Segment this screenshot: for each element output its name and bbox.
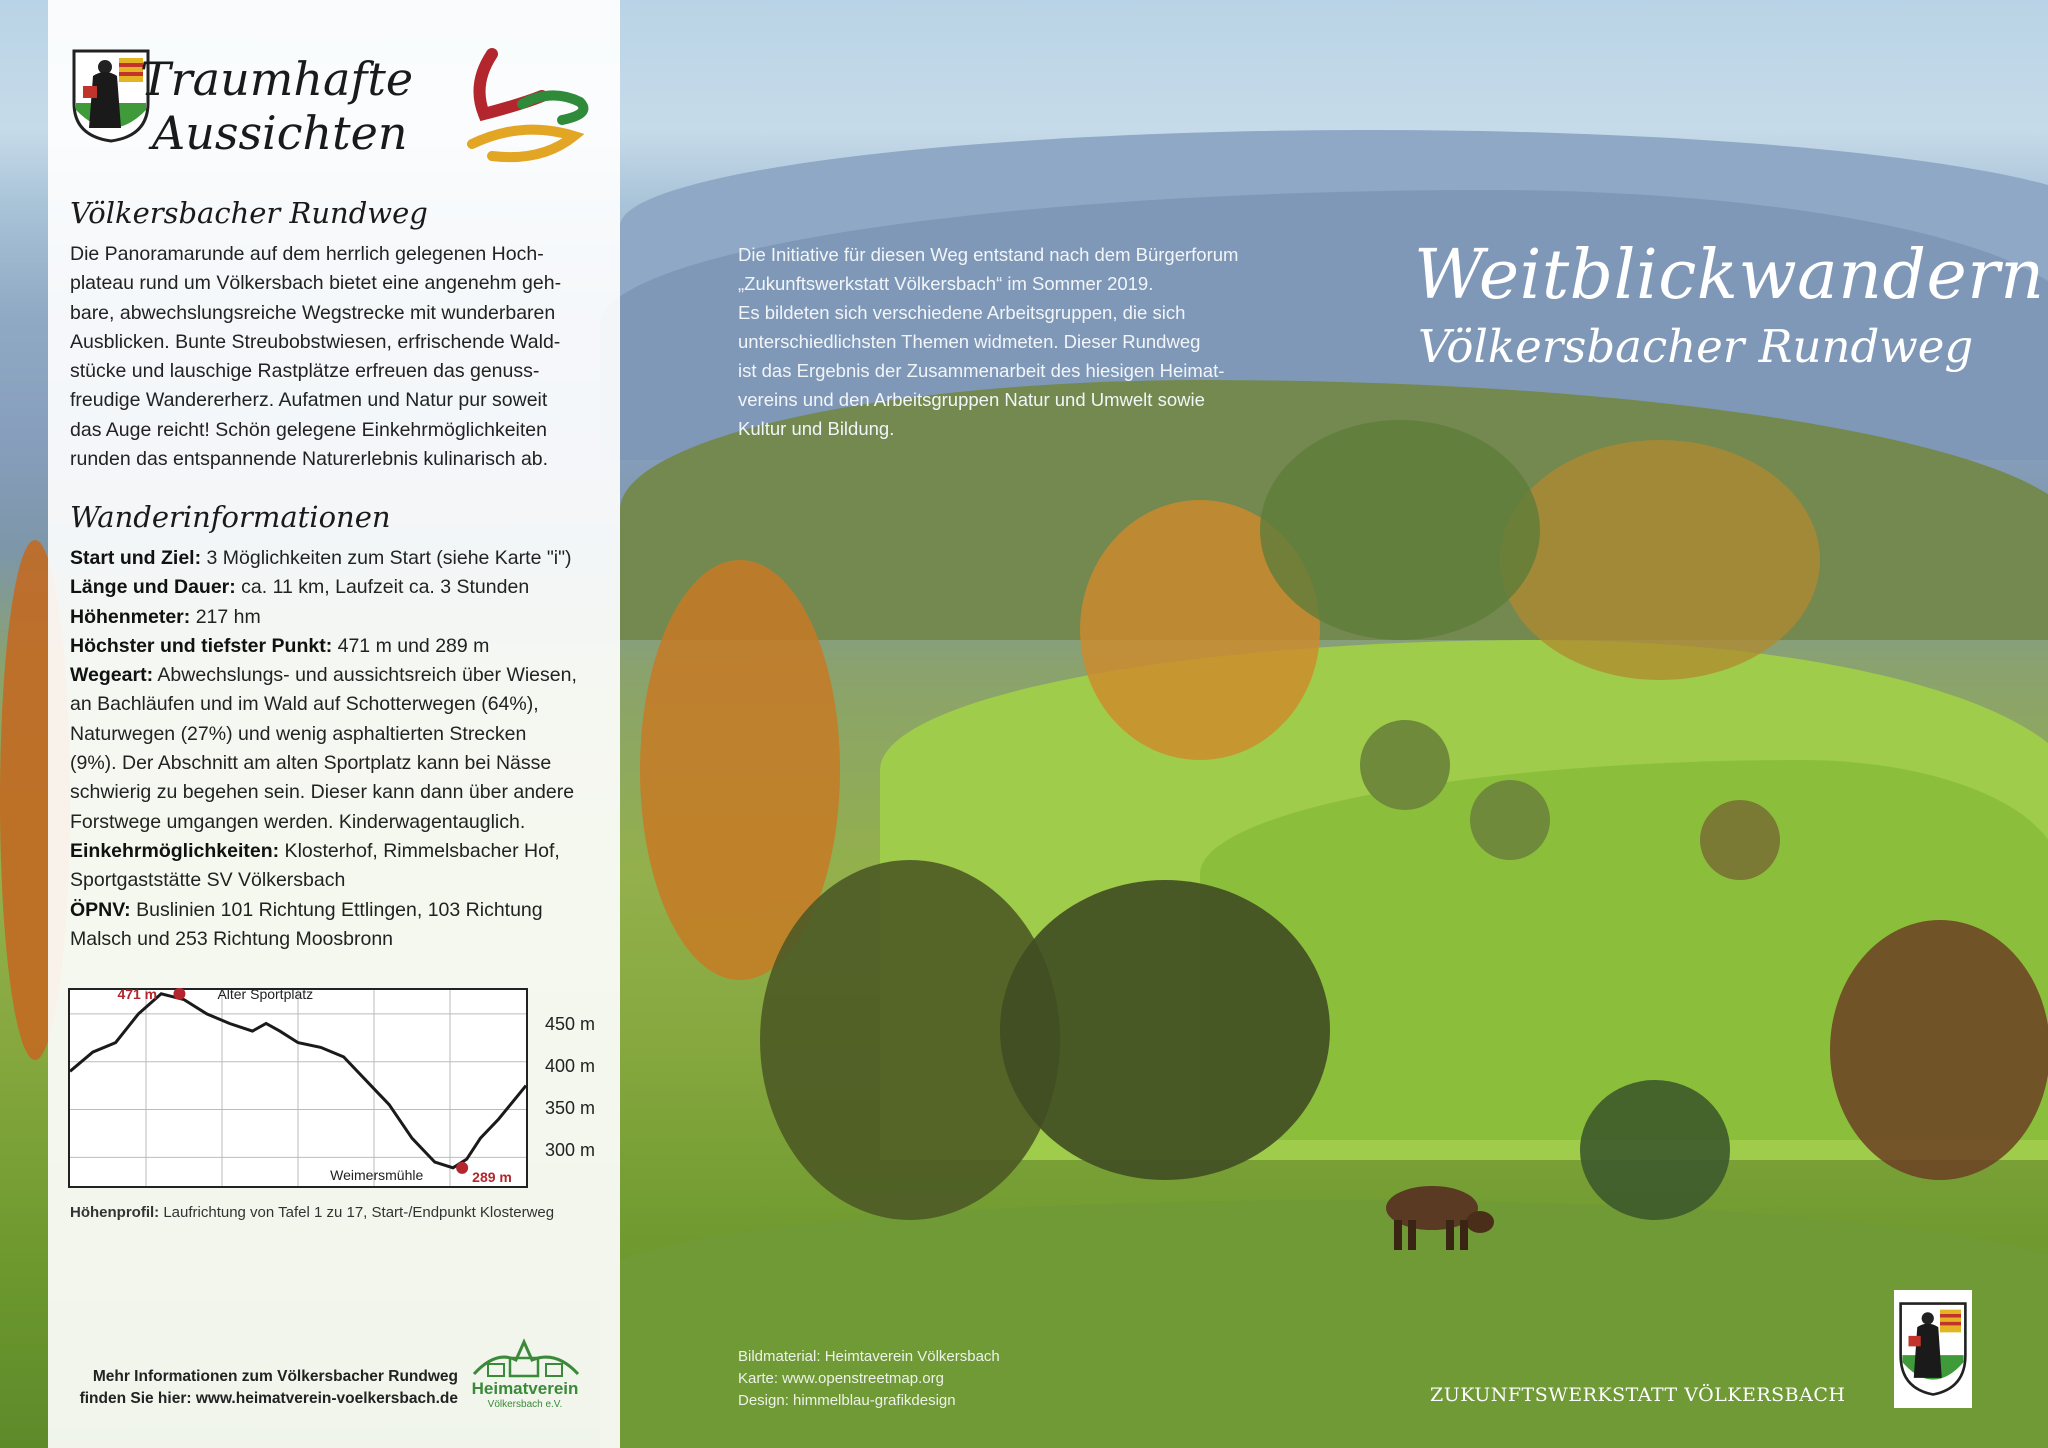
intro-line: ist das Ergebnis der Zusammenarbeit des hiesigen Heimat- [738,360,1225,381]
more-info-line: Mehr Informationen zum Völkersbacher Rundweg [92,1368,458,1385]
info-value: 217 hm [190,605,261,628]
image-credits [738,1346,1000,1412]
credit-line: Bildmaterial: Heimtaverein Völkersbach [738,1348,1000,1365]
red-tree [1830,920,2048,1180]
description-line: bare, abwechslungsreiche Wegstrecke mit wunderbaren [70,301,556,324]
info-label: Start und Ziel: [70,547,202,569]
info-value: ca. 11 km, Laufzeit ca. 3 Stunden [235,576,530,599]
credit-line: Design: himmelblau-grafikdesign [738,1392,956,1409]
info-value: (9%). Der Abschnitt am alten Sportplatz kann bei Nässe [70,752,552,775]
highest-point-marker [173,988,185,1000]
tree [1360,720,1450,810]
info-item [70,720,598,749]
elevation-profile-chart [68,988,528,1188]
intro-line: Die Initiative für diesen Weg entstand nach dem Bürgerforum [738,244,1239,265]
cow-icon [1372,1176,1498,1256]
info-value: Buslinien 101 Richtung Ettlingen, 103 Richtung [130,898,543,921]
info-item [70,661,598,690]
route-heading: Völkersbacher Rundweg [70,196,428,230]
description-line: das Auge reicht! Schön gelegene Einkehrmöglichkeiten [70,418,547,441]
description-line: runden das entspannende Naturerlebnis kulinarisch ab. [70,448,549,471]
info-label: Einkehrmöglichkeiten: [70,839,280,862]
y-tick-label: 400 m [545,1056,596,1076]
sub-title: Völkersbacher Rundweg [1418,320,1974,373]
info-value: 3 Möglichkeiten zum Start (siehe Karte "i") [201,547,572,569]
info-item [70,603,598,632]
info-value: Forstwege umgangen werden. Kinderwagentauglich. [70,810,526,833]
info-value: an Bachläufen und im Wald auf Schotterwegen (64%), [70,693,539,716]
credit-line: Karte: www.openstreetmap.org [738,1370,944,1387]
description-line: Ausblicken. Bunte Streubobstwiesen, erfrischende Wald- [70,330,561,353]
info-value: schwierig zu begehen sein. Dieser kann dann über andere [70,781,575,804]
tree [1700,800,1780,880]
description-line: Die Panoramarunde auf dem herrlich gelegenen Hoch- [70,243,544,265]
info-value: Klosterhof, Rimmelsbacher Hof, [279,839,560,862]
dark-tree [1000,880,1330,1180]
weimersmuehle-label: Weimersmühle [330,1166,424,1183]
y-tick-label: 450 m [545,1014,596,1034]
info-value: Abwechslungs- und aussichtsreich über Wiesen, [153,664,577,687]
route-description [70,240,598,474]
info-label: Wegeart: [70,664,154,687]
intro-line: vereins und den Arbeitsgruppen Natur und Umwelt sowie [738,389,1205,410]
more-info-link[interactable]: finden Sie hier: www.heimatverein-voelkersbach.de [79,1390,458,1407]
sportplatz-label: Alter Sportplatz [217,988,314,1002]
info-item [70,866,598,895]
logo-sub: Völkersbach e.V. [487,1399,563,1410]
intro-line: Kultur und Bildung. [738,418,895,439]
description-line: plateau rund um Völkersbach bietet eine angenehm geh- [70,272,562,295]
description-line: stücke und lauschige Rastplätze erfreuen das genuss- [70,360,540,383]
caption-text: Laufrichtung von Tafel 1 zu 17, Start-/Endpunkt Klosterweg [159,1204,555,1221]
info-label: ÖPNV: [70,898,131,921]
info-value: Malsch und 253 Richtung Moosbronn [70,927,394,950]
info-list [70,544,598,954]
brand-wordmark [140,52,413,160]
info-item [70,544,598,573]
info-heading: Wanderinformationen [70,500,391,534]
intro-text [738,240,1278,443]
logo-name: Heimatverein [471,1379,579,1398]
info-item [70,573,598,602]
y-tick-label: 350 m [545,1098,596,1118]
lowest-point-marker [456,1162,468,1174]
intro-line: unterschiedlichsten Themen widmeten. Dieser Rundweg [738,331,1201,352]
caption-label: Höhenprofil: [70,1204,160,1221]
info-item [70,749,598,778]
info-value: Sportgaststätte SV Völkersbach [70,869,346,892]
intro-line: Es bildeten sich verschiedene Arbeitsgruppen, die sich [738,302,1186,323]
intro-line: „Zukunftswerkstatt Völkersbach“ im Sommer 2019. [738,273,1154,294]
info-item [70,808,598,837]
brand-line: Traumhafte [140,52,414,106]
heimatverein-logo [466,1330,584,1410]
lowest-point-label: 289 m [472,1168,512,1185]
info-item [70,896,598,925]
info-item [70,778,598,807]
info-item [70,690,598,719]
route-swirl-icon [462,44,602,166]
coat-of-arms-icon [1894,1290,1972,1408]
info-value: Naturwegen (27%) und wenig asphaltierten Strecken [70,722,527,745]
chart-caption [70,1204,554,1221]
info-label: Länge und Dauer: [70,576,236,599]
description-line: freudige Wandererherz. Aufatmen und Natur pur soweit [70,389,548,412]
info-item [70,632,598,661]
tree [1580,1080,1730,1220]
brand-line: Aussichten [152,106,408,160]
more-info-text [0,1366,458,1410]
info-item [70,925,598,954]
highest-point-label: 471 m [117,988,158,1002]
info-label: Höhenmeter: [70,605,191,628]
tree [1470,780,1550,860]
autumn-tree [1500,440,1820,680]
organization-name: ZUKUNFTSWERKSTATT VÖLKERSBACH [1430,1384,1846,1406]
y-tick-label: 300 m [545,1140,596,1160]
main-title: Weitblickwandern [1414,236,2045,315]
info-value: 471 m und 289 m [332,634,490,657]
forest-tree [1260,420,1540,640]
info-item [70,837,598,866]
info-label: Höchster und tiefster Punkt: [70,634,333,657]
